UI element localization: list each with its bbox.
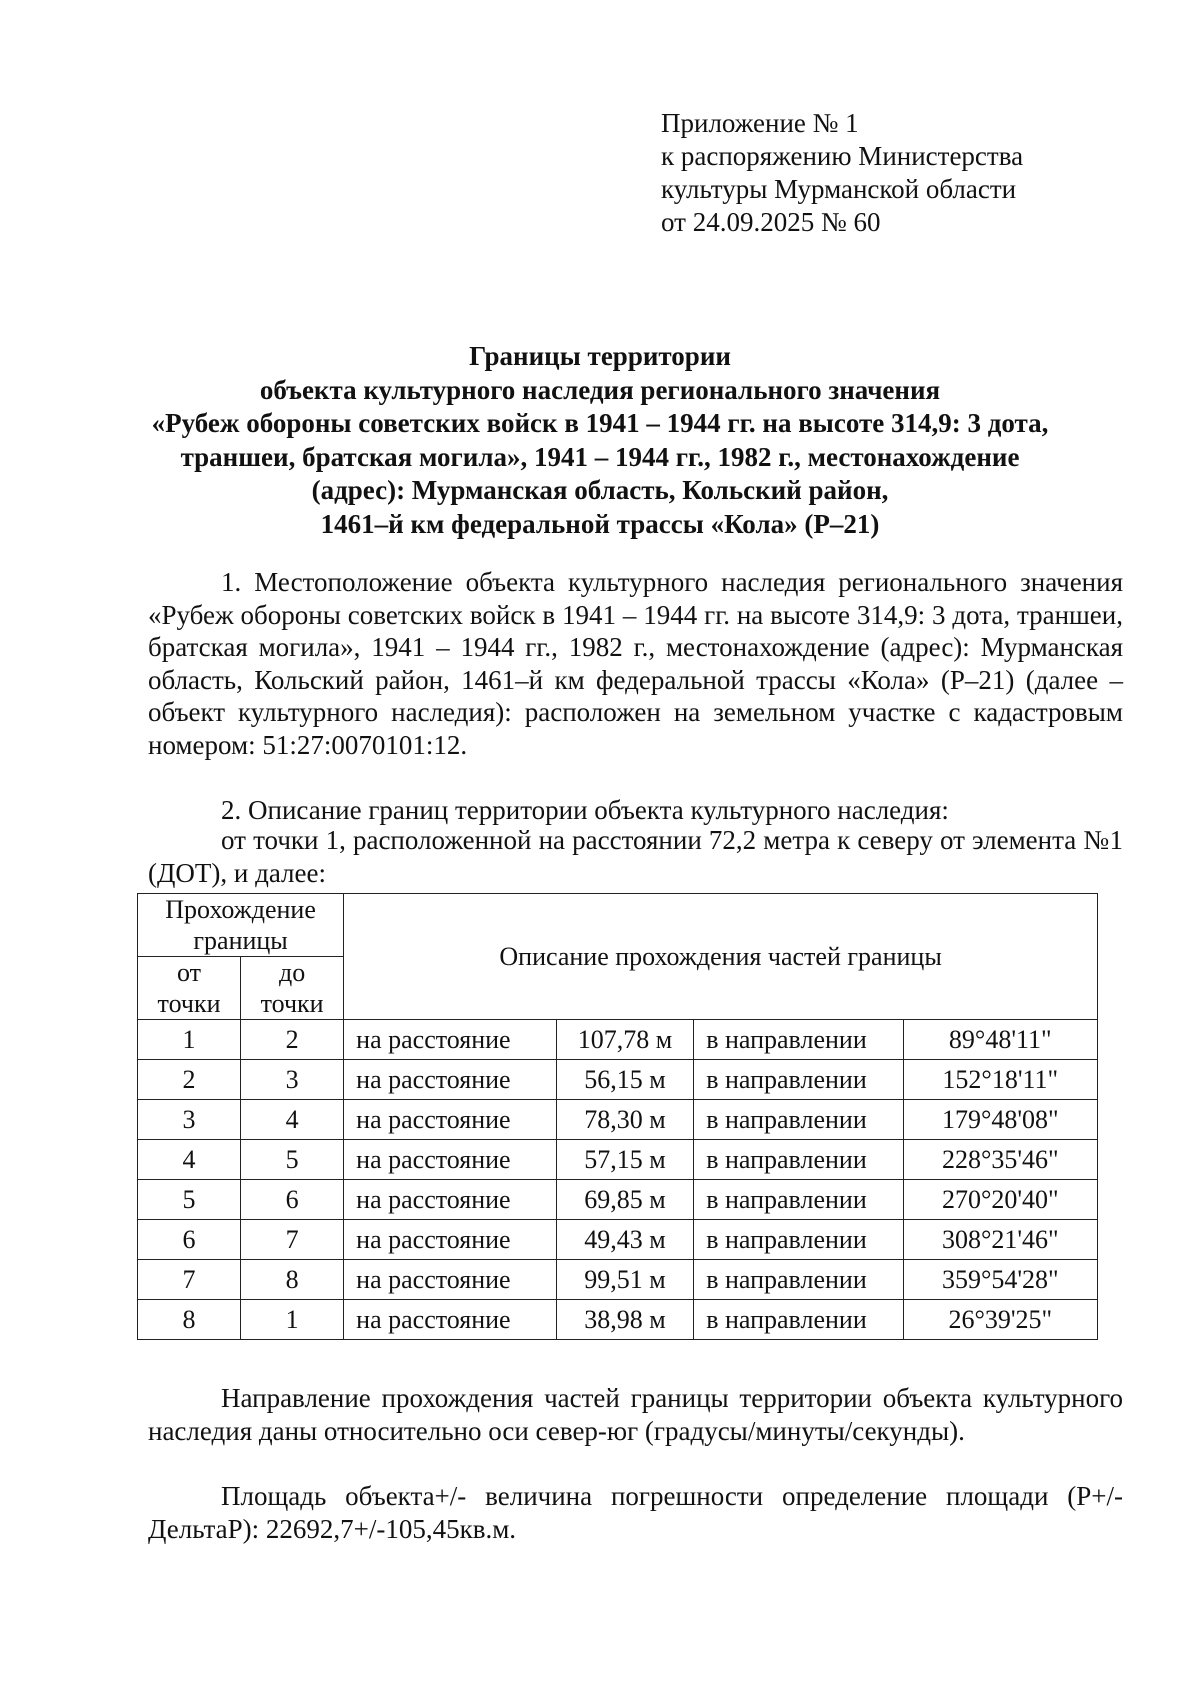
row-from-point: 8 bbox=[138, 1300, 241, 1340]
row-bearing-value: 359°54'28" bbox=[903, 1260, 1097, 1300]
row-direction-label: в направлении bbox=[694, 1020, 903, 1060]
row-bearing-value: 179°48'08" bbox=[903, 1100, 1097, 1140]
appendix-line: к распоряжению Министерства bbox=[661, 141, 1024, 171]
row-to-point: 6 bbox=[241, 1180, 344, 1220]
row-to-point: 5 bbox=[241, 1140, 344, 1180]
row-distance-value: 38,98 м bbox=[556, 1300, 693, 1340]
row-distance-value: 49,43 м bbox=[556, 1220, 693, 1260]
direction-note: Направление прохождения частей границы территории объекта культурного наследия даны относительно оси север-юг (градусы/минуты/секунды). bbox=[148, 1383, 1123, 1446]
row-direction-label: в направлении bbox=[694, 1140, 903, 1180]
row-to-point: 4 bbox=[241, 1100, 344, 1140]
row-distance-label: на расстояние bbox=[344, 1300, 557, 1340]
row-bearing-value: 26°39'25" bbox=[903, 1300, 1097, 1340]
row-from-point: 4 bbox=[138, 1140, 241, 1180]
row-distance-label: на расстояние bbox=[344, 1020, 557, 1060]
row-direction-label: в направлении bbox=[694, 1180, 903, 1220]
section-2-intro: от точки 1, расположенной на расстоянии 72,2 метра к северу от элемента №1 (ДОТ), и далее: bbox=[148, 825, 1123, 888]
row-direction-label: в направлении bbox=[694, 1100, 903, 1140]
title-line: Границы территории bbox=[469, 341, 731, 371]
row-direction-label: в направлении bbox=[694, 1220, 903, 1260]
document-title bbox=[120, 340, 1080, 541]
row-bearing-value: 228°35'46" bbox=[903, 1140, 1097, 1180]
header-description: Описание прохождения частей границы bbox=[344, 894, 1098, 1020]
title-line: 1461–й км федеральной трассы «Кола» (Р–21) bbox=[320, 508, 880, 539]
header-to-point: до точки bbox=[241, 957, 344, 1020]
row-distance-value: 107,78 м bbox=[556, 1020, 693, 1060]
row-bearing-value: 270°20'40" bbox=[903, 1180, 1097, 1220]
row-distance-label: на расстояние bbox=[344, 1180, 557, 1220]
table-row bbox=[138, 1260, 1098, 1300]
row-from-point: 7 bbox=[138, 1260, 241, 1300]
row-distance-label: на расстояние bbox=[344, 1060, 557, 1100]
row-to-point: 1 bbox=[241, 1300, 344, 1340]
title-line: траншеи, братская могила», 1941 – 1944 гг., 1982 г., местонахождение bbox=[180, 441, 1020, 472]
table-row bbox=[138, 1140, 1098, 1180]
row-bearing-value: 152°18'11" bbox=[903, 1060, 1097, 1100]
section-1-location: 1. Местоположение объекта культурного наследия регионального значения «Рубеж обороны советских войск в 1941 – 1944 гг. на высоте 314,9: 3 дота, траншеи, братская могила», 1941 – 1944 гг., 1982 г., местонахождение (адрес): Мурманская область, Кольский район, 1461–й км федеральной трассы «Кола» (Р–21) (далее – объект культурного наследия): расположен на земельном участке с кадастровым номером: 51:27:0070101:12. bbox=[148, 567, 1123, 760]
title-line: «Рубеж обороны советских войск в 1941 – 1944 гг. на высоте 314,9: 3 дота, bbox=[151, 408, 1049, 438]
appendix-header bbox=[661, 107, 1023, 239]
row-bearing-value: 89°48'11" bbox=[903, 1020, 1097, 1060]
title-line: (адрес): Мурманская область, Кольский район, bbox=[311, 475, 889, 505]
row-to-point: 2 bbox=[241, 1020, 344, 1060]
row-distance-label: на расстояние bbox=[344, 1140, 557, 1180]
table-row bbox=[138, 1180, 1098, 1220]
row-from-point: 5 bbox=[138, 1180, 241, 1220]
row-distance-label: на расстояние bbox=[344, 1100, 557, 1140]
table-row bbox=[138, 1220, 1098, 1260]
row-to-point: 3 bbox=[241, 1060, 344, 1100]
appendix-line: культуры Мурманской области bbox=[661, 174, 1017, 204]
title-line: объекта культурного наследия регионального значения bbox=[259, 374, 941, 405]
row-distance-label: на расстояние bbox=[344, 1260, 557, 1300]
row-distance-value: 56,15 м bbox=[556, 1060, 693, 1100]
area-note: Площадь объекта+/- величина погрешности определение площади (Р+/-ДельтаР): 22692,7+/-105,45кв.м. bbox=[148, 1481, 1123, 1544]
appendix-date-number: от 24.09.2025 № 60 bbox=[661, 207, 881, 237]
boundary-table bbox=[137, 893, 1098, 1340]
table-row bbox=[138, 1300, 1098, 1340]
row-bearing-value: 308°21'46" bbox=[903, 1220, 1097, 1260]
row-from-point: 6 bbox=[138, 1220, 241, 1260]
row-direction-label: в направлении bbox=[694, 1060, 903, 1100]
row-distance-value: 69,85 м bbox=[556, 1180, 693, 1220]
row-distance-value: 57,15 м bbox=[556, 1140, 693, 1180]
row-from-point: 2 bbox=[138, 1060, 241, 1100]
row-to-point: 7 bbox=[241, 1220, 344, 1260]
row-distance-value: 78,30 м bbox=[556, 1100, 693, 1140]
row-direction-label: в направлении bbox=[694, 1300, 903, 1340]
table-row bbox=[138, 1060, 1098, 1100]
table-row bbox=[138, 1100, 1098, 1140]
header-passage: Прохождение границы bbox=[138, 894, 344, 957]
row-direction-label: в направлении bbox=[694, 1260, 903, 1300]
header-from-point: от точки bbox=[138, 957, 241, 1020]
row-distance-value: 99,51 м bbox=[556, 1260, 693, 1300]
boundary-table-body bbox=[138, 1020, 1098, 1340]
table-row bbox=[138, 1020, 1098, 1060]
appendix-line: Приложение № 1 bbox=[661, 108, 859, 138]
row-distance-label: на расстояние bbox=[344, 1220, 557, 1260]
row-from-point: 1 bbox=[138, 1020, 241, 1060]
row-to-point: 8 bbox=[241, 1260, 344, 1300]
section-2-heading: 2. Описание границ территории объекта культурного наследия: bbox=[221, 795, 949, 825]
row-from-point: 3 bbox=[138, 1100, 241, 1140]
